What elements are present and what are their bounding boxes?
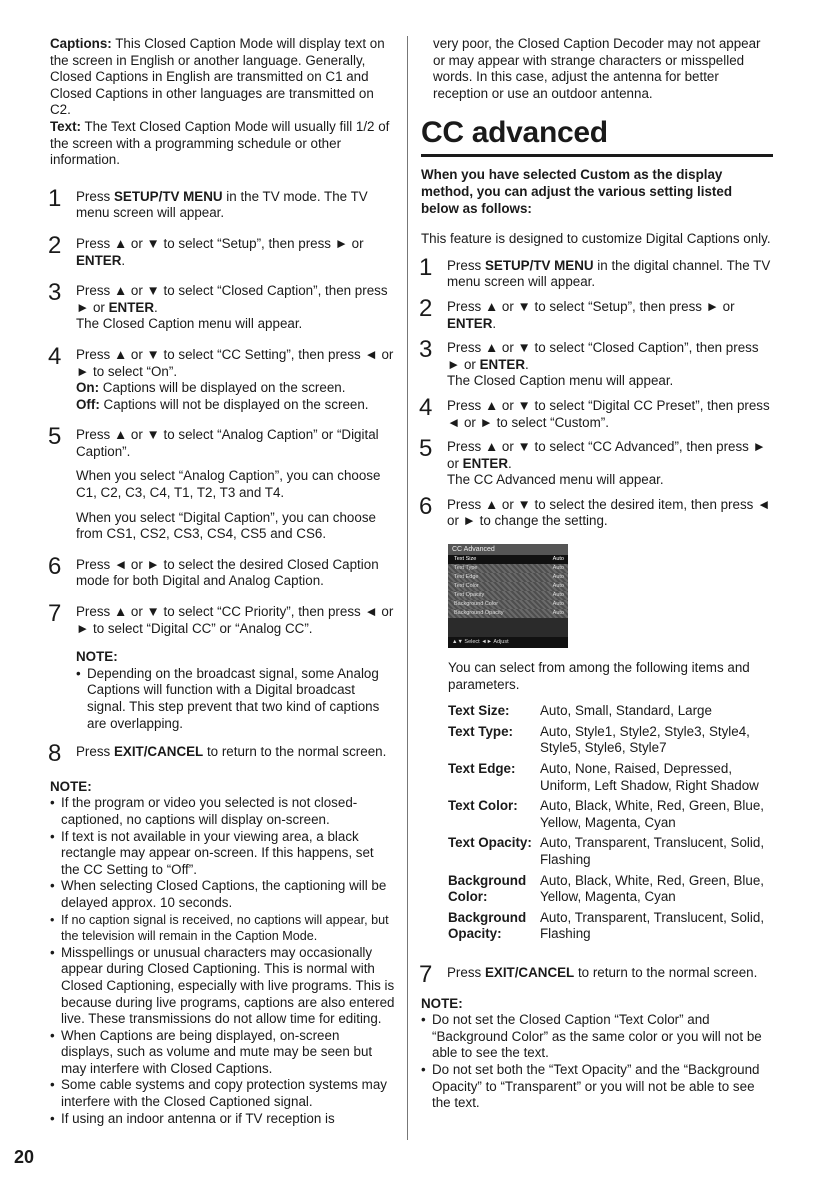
captions-definition: Captions: This Closed Caption Mode will display text on the screen in English or another language. Generally, Closed Captions in English are transmitted on C1 and Closed Captions in other languages are transmitted on C2. (50, 36, 385, 118)
right-step-4: 4 Press ▲ or ▼ to select “Digital CC Preset”, then press ◄ or ► to select “Custom”. (419, 393, 770, 430)
note-list (50, 795, 395, 1127)
param-row: Background Color: Auto, Black, White, Red, Green, Blue, Yellow, Magenta, Cyan (448, 872, 765, 905)
step-number: 6 (48, 552, 62, 580)
osd-row: Text Type Auto (448, 564, 568, 573)
param-row: Text Size: Auto, Small, Standard, Large (448, 703, 712, 719)
continued-text: very poor, the Closed Caption Decoder may not appear or may appear with strange characters or misspelled words. In this case, adjust the antenna for better reception or use an outdoor antenna. (433, 36, 761, 101)
step-number: 1 (419, 253, 433, 281)
section-intro: This feature is designed to customize Digital Captions only. (421, 231, 771, 247)
left-step-2: 2 Press ▲ or ▼ to select “Setup”, then press ► or ENTER. (48, 231, 364, 268)
step-number: 5 (48, 423, 62, 451)
step-number: 4 (48, 342, 62, 370)
parameter-table (448, 703, 773, 943)
left-step-1: 1 Press SETUP/TV MENU in the TV mode. The TV menu screen will appear. (48, 184, 368, 221)
param-row: Text Opacity: Auto, Transparent, Translucent, Solid, Flashing (448, 835, 765, 867)
text-definition: Text: The Text Closed Caption Mode will usually fill 1/2 of the screen with a programming schedule or other information. (50, 118, 390, 168)
osd-footer: ▲▼ Select ◄► Adjust (448, 637, 568, 648)
note-heading: NOTE: (76, 649, 118, 665)
left-step-4: 4 Press ▲ or ▼ to select “CC Setting”, then press ◄ or ► to select “On”. On: Captions will be displayed on the screen. Off: Captions will not be displayed on the screen. (48, 342, 394, 412)
note-item: • When Captions are being displayed, on-screen displays, such as volume and mute may be seen but may interfere with Closed Captions. (50, 1028, 395, 1078)
step-number: 3 (48, 279, 62, 307)
osd-row: Text Color Auto (448, 582, 568, 591)
page-number: 20 (14, 1147, 35, 1167)
left-step-7: 7 Press ▲ or ▼ to select “CC Priority”, then press ◄ or ► to select “Digital CC” or “Analog CC”. NOTE: • Depending on the broadcast signal, some Analog Captions will function with a Digital broadcast signal. This step prevent that two kind of captions are overlapping. (50, 604, 395, 732)
param-row: Background Opacity: Auto, Transparent, Translucent, Solid, Flashing (448, 909, 765, 942)
select-text: You can select from among the following items and parameters. (448, 660, 750, 692)
step-number: 3 (419, 336, 433, 364)
step-number: 2 (48, 231, 62, 259)
osd-row: Text Edge Auto (448, 573, 568, 582)
note-item: • If the program or video you selected is not closed-captioned, no captions will display on-screen. (50, 795, 395, 828)
step-number: 7 (48, 600, 62, 628)
right-column (421, 36, 773, 1112)
step-number: 1 (48, 184, 62, 212)
section-heading: CC advanced (421, 116, 608, 150)
step-number: 7 (419, 960, 433, 988)
section-lead: When you have selected Custom as the display method, you can adjust the various setting listed below as follows: (421, 167, 733, 216)
note-item: • If text is not available in your viewing area, a black rectangle may appear on-screen. If this happens, set the CC Setting to “Off”. (50, 829, 395, 879)
left-step-6: 6 Press ◄ or ► to select the desired Closed Caption mode for both Digital and Analog Caption. (48, 552, 379, 589)
right-step-6: 6 Press ▲ or ▼ to select the desired item, then press ◄ or ► to change the setting. (419, 492, 771, 529)
param-row: Text Type: Auto, Style1, Style2, Style3, Style4, Style5, Style6, Style7 (448, 723, 750, 756)
step-note: • Depending on the broadcast signal, some Analog Captions will function with a Digital broadcast signal. This step prevent that two kind of captions are overlapping. (76, 666, 395, 732)
left-column (50, 36, 395, 1127)
left-step-3: 3 Press ▲ or ▼ to select “Closed Caption”, then press ► or ENTER. The Closed Caption menu will appear. (48, 279, 388, 332)
left-step-5: 5 Press ▲ or ▼ to select “Analog Caption” or “Digital Caption”. When you select “Analog Caption”, you can choose C1, C2, C3, C4, T1, T2, T3 and T4. When you select “Digital Caption”, you can choose from CS1, CS2, CS3, CS4, CS5 and CS6. (48, 423, 381, 542)
note-heading: NOTE: (50, 778, 92, 794)
left-step-8: 8 Press EXIT/CANCEL to return to the normal screen. (48, 740, 387, 768)
note-item: • Do not set both the “Text Opacity” and the “Background Opacity” to “Transparent” or you will not be able to see the text. (421, 1062, 773, 1112)
column-divider (407, 36, 408, 1140)
right-step-3: 3 Press ▲ or ▼ to select “Closed Caption”, then press ► or ENTER. The Closed Caption menu will appear. (419, 336, 759, 389)
osd-row: Background Opacity Auto (448, 609, 568, 618)
osd-row: Text Opacity Auto (448, 591, 568, 600)
note-item: • When selecting Closed Captions, the captioning will be delayed approx. 10 seconds. (50, 878, 395, 911)
right-step-2: 2 Press ▲ or ▼ to select “Setup”, then press ► or ENTER. (419, 294, 735, 331)
note-item: • If using an indoor antenna or if TV reception is (50, 1111, 395, 1128)
note-item: • Some cable systems and copy protection systems may interfere with the Closed Captioned signal. (50, 1077, 395, 1110)
param-row: Text Edge: Auto, None, Raised, Depressed, Uniform, Left Shadow, Right Shadow (448, 761, 759, 793)
right-step-1: 1 Press SETUP/TV MENU in the digital channel. The TV menu screen will appear. (419, 253, 771, 290)
osd-title: CC Advanced (448, 544, 568, 555)
note-list (421, 1012, 773, 1112)
step-number: 5 (419, 435, 433, 463)
cc-advanced-menu-screenshot (448, 544, 568, 648)
note-heading: NOTE: (421, 995, 463, 1011)
heading-rule (421, 154, 773, 157)
right-step-7: 7 Press EXIT/CANCEL to return to the normal screen. (419, 960, 758, 988)
note-item: • Do not set the Closed Caption “Text Color” and “Background Color” as the same color or you will not be able to see the text. (421, 1012, 773, 1062)
step-number: 6 (419, 492, 433, 520)
note-item: • If no caption signal is received, no captions will appear, but the television will remain in the Caption Mode. (50, 912, 395, 945)
right-step-5: 5 Press ▲ or ▼ to select “CC Advanced”, then press ► or ENTER. The CC Advanced menu will appear. (419, 435, 766, 488)
step-number: 8 (48, 740, 62, 768)
note-item: • Misspellings or unusual characters may occasionally appear during Closed Captioning. This is normal with Closed Captioning, especially with live programs. This is because during live programs, captions are also entered live. These transmissions do not allow time for editing. (50, 945, 395, 1028)
step-number: 4 (419, 393, 433, 421)
param-row: Text Color: Auto, Black, White, Red, Green, Blue, Yellow, Magenta, Cyan (448, 798, 765, 830)
osd-row: Text Size Auto (448, 555, 568, 564)
step-number: 2 (419, 294, 433, 322)
osd-row: Background Color Auto (448, 600, 568, 609)
